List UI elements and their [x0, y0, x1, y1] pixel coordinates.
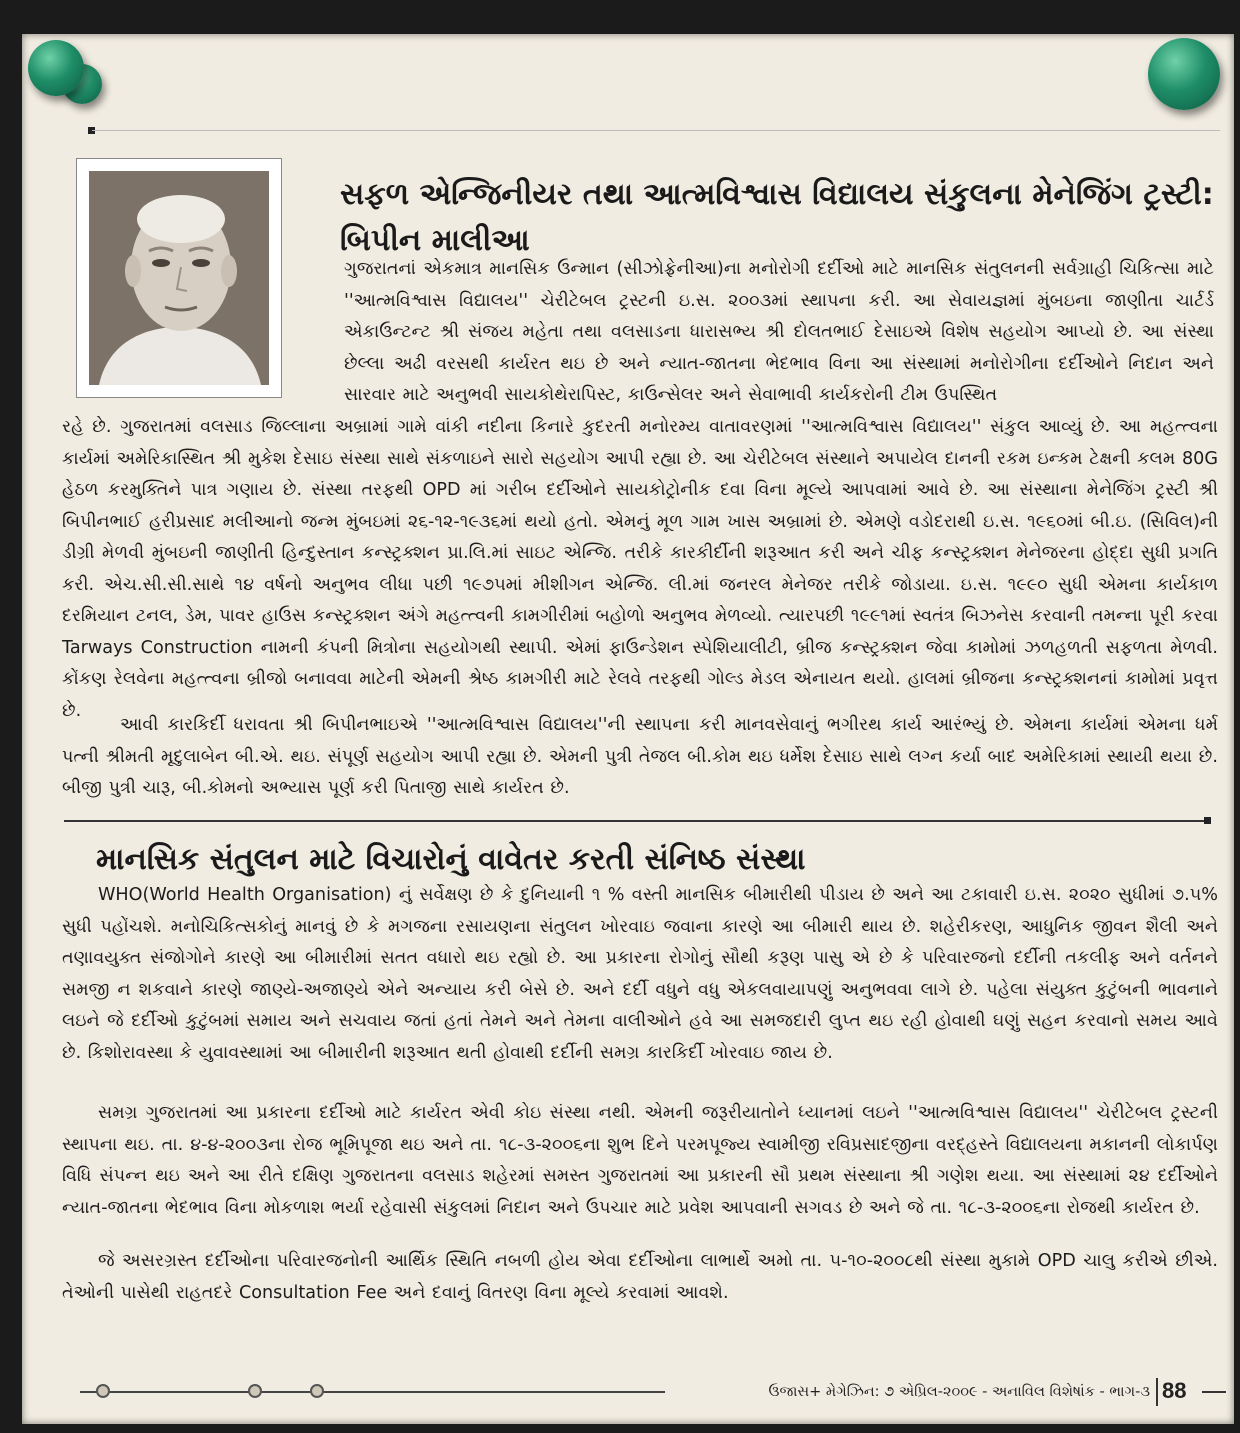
article-title: સફળ એન્જિનીયર તથા આત્મવિશ્વાસ વિદ્યાલય સંકુલના મેનેજિંગ ટ્રસ્ટી: બિપીન માલીઆ	[340, 177, 1214, 258]
article-paragraph-main: રહે છે. ગુજરાતમાં વલસાડ જિલ્લાના અબ્રામાં ગામે વાંકી નદીના કિનારે કુદરતી મનોરમ્ય વાતાવરણમાં ''આત્મવિશ્વાસ વિદ્યાલય'' સંકુલ આવ્યું છે. આ મહત્ત્વના કાર્યમાં અમેરિકાસ્થિત શ્રી મુકેશ દેસાઇ સંસ્થા સાથે સંકળાઇને સારો સહયોગ આપી રહ્યા છે. આ ચેરીટેબલ સંસ્થાને અપાયેલ દાનની રકમ ઇન્કમ ટેક્ષની કલમ 80G હેઠળ કરમુક્તિને પાત્ર ગણાય છે. સંસ્થા તરફથી OPD માં ગરીબ દર્દીઓને સાયકોટ્રોનીક દવા વિના મૂલ્યે આપવામાં આવે છે. આ સંસ્થાના મેનેજિંગ ટ્રસ્ટી શ્રી બિપીનભાઈ હરીપ્રસાદ મલીઆનો જન્મ મુંબઇમાં ૨૬-૧૨-૧૯૩૬માં થયો હતો. એમનું મૂળ ગામ ખાસ અબ્રામાં છે. એમણે વડોદરાથી ઇ.સ. ૧૯૬૦માં બી.ઇ. (સિવિલ)ની ડીગ્રી મેળવી મુંબઇની જાણીતી હિન્દુસ્તાન કન્સ્ટ્રક્શન પ્રા.લિ.માં સાઇટ એન્જિ. તરીકે કારકીર્દીની શરૂઆત કરી અને ચીફ કન્સ્ટ્રક્શન મેનેજરના હોદ્દા સુધી પ્રગતિ કરી. એચ.સી.સી.સાથે ૧૪ વર્ષનો અનુભવ લીધા પછી ૧૯૭૫માં મીશીગન એન્જિ. લી.માં જનરલ મેનેજર તરીકે જોડાયા. ઇ.સ. ૧૯૯૦ સુધી એમના કાર્યકાળ દરમિયાન ટનલ, ડેમ, પાવર હાઉસ કન્સ્ટ્રક્શન અંગે મહત્ત્વની કામગીરીમાં બહોળો અનુભવ મેળવ્યો. ત્યારપછી ૧૯૯૧માં સ્વતંત્ર બિઝનેસ કરવાની તમન્ના પૂરી કરવા Tarways Construction નામની કંપની મિત્રોના સહયોગથી સ્થાપી. એમાં ફાઉન્ડેશન સ્પેશિયાલીટી, બ્રીજ કન્સ્ટ્રક્શન જેવા કામોમાં ઝળહળતી સફળતા મેળવી. કોંકણ રેલવેના મહત્ત્વના બ્રીજો બનાવવા માટેની એમની શ્રેષ્ઠ કામગીરી માટે રેલવે તરફથી ગોલ્ડ મેડલ એનાયત થયો. હાલમાં બ્રીજના કન્સ્ટ્રક્શનનાં કામોમાં પ્રવૃત્ત છે.	[62, 417, 1218, 721]
corner-marker	[1204, 817, 1211, 824]
pushpin-icon	[1148, 38, 1220, 110]
pushpin-icon	[28, 40, 84, 96]
footer-ornament-dot	[96, 1384, 110, 1398]
section-paragraph-gujarat: સમગ્ર ગુજરાતમાં આ પ્રકારના દર્દીઓ માટે કાર્યરત એવી કોઇ સંસ્થા નથી. એમની જરૂરીયાતોને ધ્યાનમાં લઇને ''આત્મવિશ્વાસ વિદ્યાલય'' ચેરીટેબલ ટ્રસ્ટની સ્થાપના થઇ. તા. ૪-૪-૨૦૦૩ના રોજ ભૂમિપૂજા થઇ અને તા. ૧૮-૩-૨૦૦૬ના શુભ દિને પરમપૂજ્ય સ્વામીજી રવિપ્રસાદજીના વરદ્હસ્તે વિદ્યાલયના મકાનની લોકાર્પણ વિધિ સંપન્ન થઇ અને આ રીતે દક્ષિણ ગુજરાતના વલસાડ શહેરમાં સમસ્ત ગુજરાતમાં આ પ્રકારની સૌ પ્રથમ સંસ્થાના શ્રી ગણેશ થયા. આ સંસ્થામાં ૨૪ દર્દીઓને ન્યાત-જાતના ભેદભાવ વિના મોકળાશ ભર્યા રહેવાસી સંકુલમાં નિદાન અને ઉપચાર માટે પ્રવેશ આપવાની સગવડ છે અને જે તા. ૧૮-૩-૨૦૦૬ના રોજથી કાર્યરત છે.	[62, 1103, 1218, 1218]
section-divider	[64, 820, 1206, 822]
footer-ornament-line	[1202, 1391, 1226, 1393]
footer-publication: ઉજાસ+ મેગેઝિન: ૭ એપ્રિલ-૨૦૦૯ - અનાવિલ વિશેષાંક - ભાગ-૩	[768, 1384, 1150, 1400]
page-number-divider	[1156, 1378, 1158, 1406]
footer-ornament-dot	[310, 1384, 324, 1398]
footer-ornament-dot	[248, 1384, 262, 1398]
article-paragraph-intro: ગુજરાતનાં એકમાત્ર માનસિક ઉન્માન (સીઝોફ્રેનીઆ)ના મનોરોગી દર્દીઓ માટે માનસિક સંતુલનની સર્વગ્રાહી ચિકિત્સા માટે ''આત્મવિશ્વાસ વિદ્યાલય'' ચેરીટેબલ ટ્રસ્ટની ઇ.સ. ૨૦૦૩માં સ્થાપના કરી. આ સેવાયજ્ઞમાં મુંબઇના જાણીતા ચાર્ટર્ડ એકાઉન્ટન્ટ શ્રી સંજય મહેતા તથા વલસાડના ધારાસભ્ય શ્રી દોલતભાઈ દેસાઇએ વિશેષ સહયોગ આપ્યો છે. આ સંસ્થા છેલ્લા અઢી વરસથી કાર્યરત થઇ છે અને ન્યાત-જાતના ભેદભાવ વિના આ સંસ્થામાં મનોરોગીના દર્દીઓને નિદાન અને સારવાર માટે અનુભવી સાયકોથેરાપિસ્ટ, કાઉન્સેલર અને સેવાભાવી કાર્યકરોની ટીમ ઉપસ્થિત	[344, 259, 1214, 405]
portrait-photo	[76, 158, 282, 398]
section-paragraph-opd: જે અસરગ્રસ્ત દર્દીઓના પરિવારજનોની આર્થિક સ્થિતિ નબળી હોય એવા દર્દીઓના લાભાર્થે અમો તા. ૫-૧૦-૨૦૦૮થી સંસ્થા મુકામે OPD ચાલુ કરીએ છીએ. તેઓની પાસેથી રાહતદરે Consultation Fee અને દવાનું વિતરણ વિના મૂલ્યે કરવામાં આવશે.	[62, 1251, 1218, 1303]
section-title: માનસિક સંતુલન માટે વિચારોનું વાવેતર કરતી સંનિષ્ઠ સંસ્થા	[96, 842, 806, 877]
page-number: 88	[1162, 1378, 1187, 1403]
section-paragraph-who: WHO(World Health Organisation) નું સર્વેક્ષણ છે કે દુનિયાની ૧ % વસ્તી માનસિક બીમારીથી પીડાય છે અને આ ટકાવારી ઇ.સ. ૨૦૨૦ સુધીમાં ૭.૫% સુધી પહોંચશે. મનોચિકિત્સકોનું માનવું છે કે મગજના રસાયણના સંતુલન ખોરવાઇ જવાના કારણે આ બીમારી થાય છે. શહેરીકરણ, આધુનિક જીવન શૈલી અને તણાવયુક્ત સંજોગોને કારણે આ બીમારીમાં સતત વધારો થઇ રહ્યો છે. આ પ્રકારના રોગોનું સૌથી કરૂણ પાસુ એ છે કે પરિવારજનો દર્દીની તકલીફ અને વર્તનને સમજી ન શકવાને કારણે જાણ્યે-અજાણ્યે એને અન્યાય કરી બેસે છે. અને દર્દી વધુને વધુ એકલવાયાપણું અનુભવવા લાગે છે. પહેલા સંયુક્ત કુટુંબની ભાવનાને લઇને જે દર્દીઓ કુટુંબમાં સમાય અને સચવાય જતાં હતાં તેમને અને તેમના વાલીઓને હવે આ સમજદારી લુપ્ત થઇ રહી હોવાથી ઘણું સહન કરવાનો સમય આવે છે. કિશોરાવસ્થા કે યુવાવસ્થામાં આ બીમારીની શરૂઆત થતી હોવાથી દર્દીની સમગ્ર કારકિર્દી ખોરવાઇ જાય છે.	[62, 885, 1219, 1063]
article-paragraph-family: આવી કારકિર્દી ધરાવતા શ્રી બિપીનભાઇએ ''આત્મવિશ્વાસ વિદ્યાલય''ની સ્થાપના કરી માનવસેવાનું ભગીરથ કાર્ય આરંભ્યું છે. એમના કાર્યમાં એમના ધર્મ પત્ની શ્રીમતી મૃદુલાબેન બી.એ. થઇ. સંપૂર્ણ સહયોગ આપી રહ્યા છે. એમની પુત્રી તેજલ બી.કોમ થઇ ધર્મેશ દેસાઇ સાથે લગ્ન કર્યા બાદ અમેરિકામાં સ્થાયી થયા છે. બીજી પુત્રી ચારૂ, બી.કોમનો અભ્યાસ પૂર્ણ કરી પિતાજી સાથે કાર્યરત છે.	[62, 715, 1218, 798]
top-rule	[92, 130, 1220, 131]
portrait-illustration	[89, 171, 269, 385]
footer-ornament-line	[80, 1391, 665, 1393]
